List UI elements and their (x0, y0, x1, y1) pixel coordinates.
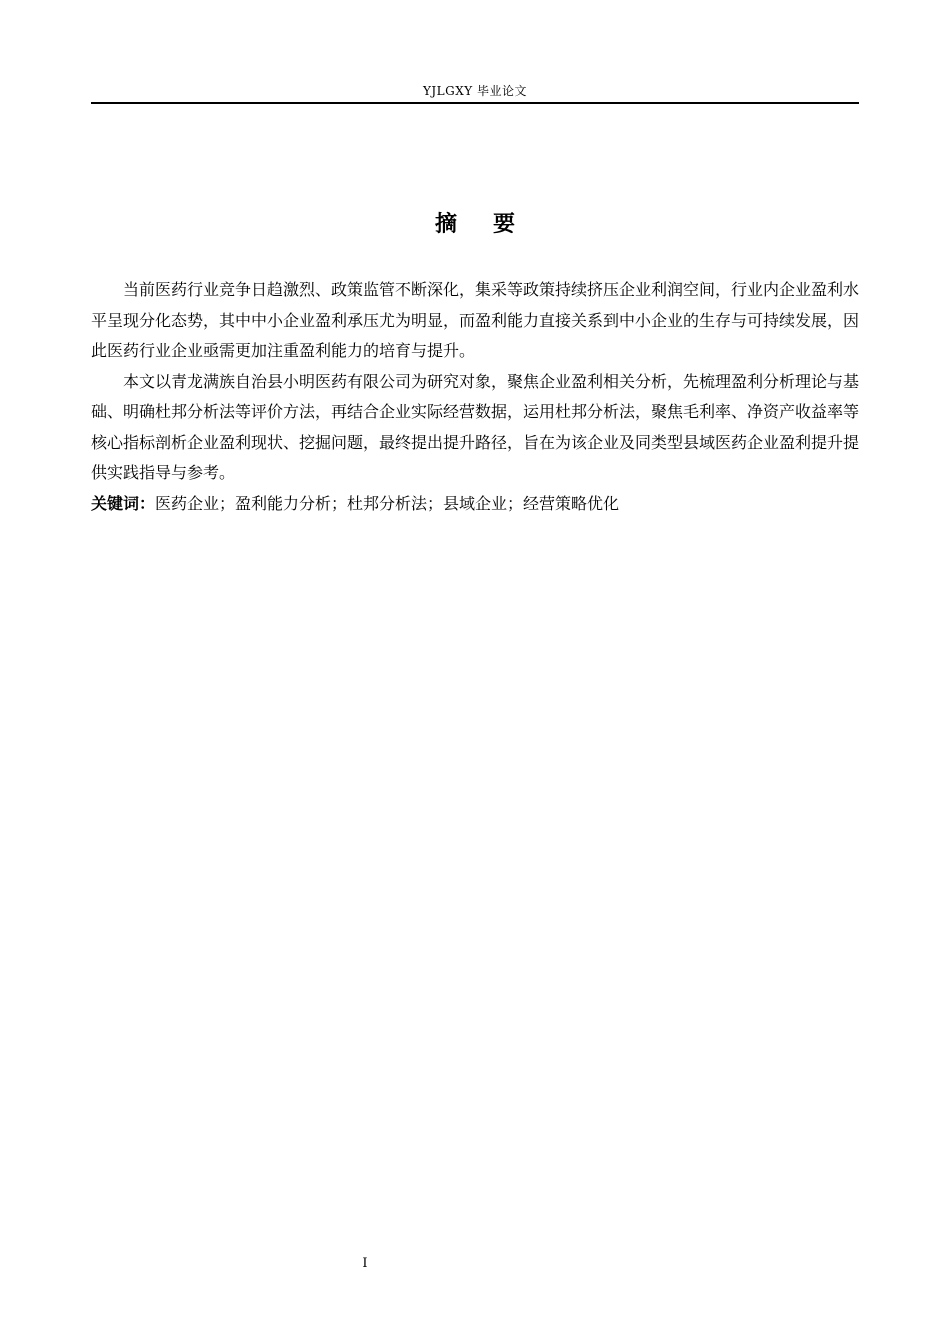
keywords-line (91, 489, 859, 520)
keywords-text: 医药企业；盈利能力分析；杜邦分析法；县域企业；经营策略优化 (155, 493, 620, 513)
abstract-paragraph: 当前医药行业竞争日趋激烈、政策监管不断深化，集采等政策持续挤压企业利润空间，行业内企业盈利水平呈现分化态势，其中中小企业盈利承压尤为明显，而盈利能力直接关系到中小企业的生存与可持续发展，因此医药行业企业亟需更加注重盈利能力的培育与提升。 (91, 280, 860, 360)
abstract-body (91, 275, 859, 519)
abstract-paragraph: 本文以青龙满族自治县小明医药有限公司为研究对象，聚焦企业盈利相关分析，先梳理盈利分析理论与基础、明确杜邦分析法等评价方法，再结合企业实际经营数据，运用杜邦分析法，聚焦毛利率、净资产收益率等核心指标剖析企业盈利现状、挖掘问题，最终提出提升路径，旨在为该企业及同类型县域医药企业盈利提升提供实践指导与参考。 (91, 371, 860, 482)
abstract-title: 摘要 (434, 212, 551, 237)
keywords-label: 关键词： (91, 493, 156, 513)
header-rule (91, 102, 859, 104)
page-number: I (362, 1256, 368, 1271)
running-header: YJLGXY 毕业论文 (422, 84, 528, 98)
